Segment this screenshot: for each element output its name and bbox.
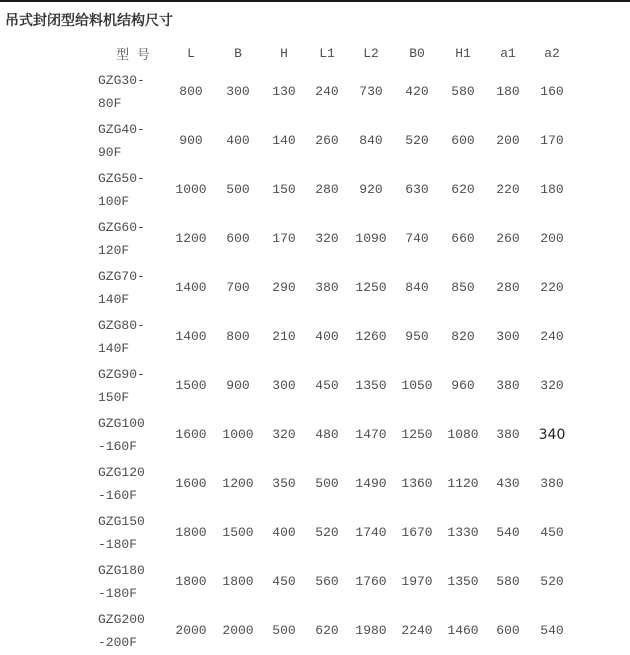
model-name-line: 120F <box>98 242 130 258</box>
value-cell: 1460 <box>447 623 479 638</box>
model-cell <box>98 361 168 410</box>
table-row <box>98 263 574 312</box>
value-cell: 400 <box>272 525 296 540</box>
model-name-line: -180F <box>98 536 138 552</box>
model-cell <box>98 459 168 508</box>
value-cell: 1600 <box>175 427 207 442</box>
table-row <box>98 410 574 459</box>
value-cell: 620 <box>315 623 339 638</box>
value-cell: 1670 <box>401 525 433 540</box>
value-cell: 660 <box>451 231 475 246</box>
value-cell: 1260 <box>355 329 387 344</box>
value-cell: 320 <box>315 231 339 246</box>
value-cell: 1490 <box>355 476 387 491</box>
model-cell <box>98 67 168 116</box>
model-name-line: GZG90- <box>98 366 145 382</box>
column-header-b0: B0 <box>409 45 425 61</box>
value-cell: 210 <box>272 329 296 344</box>
model-name-line: -180F <box>98 585 138 601</box>
table-row <box>98 312 574 361</box>
value-cell: 900 <box>179 133 203 148</box>
value-cell: 1050 <box>401 378 433 393</box>
model-name-line: GZG40- <box>98 121 145 137</box>
value-cell: 900 <box>226 378 250 393</box>
model-cell <box>98 508 168 557</box>
value-cell: 150 <box>272 182 296 197</box>
value-cell: 340 <box>538 426 566 443</box>
value-cell: 1350 <box>447 574 479 589</box>
value-cell: 290 <box>272 280 296 295</box>
model-name-line: -160F <box>98 487 138 503</box>
column-header-l1: L1 <box>319 45 335 61</box>
value-cell: 280 <box>315 182 339 197</box>
model-name-line: GZG200 <box>98 611 145 627</box>
spec-table <box>98 39 574 655</box>
model-name-line: 100F <box>98 193 130 209</box>
value-cell: 1500 <box>175 378 207 393</box>
value-cell: 1800 <box>175 574 207 589</box>
value-cell: 320 <box>272 427 296 442</box>
value-cell: 380 <box>540 476 564 491</box>
value-cell: 320 <box>540 378 564 393</box>
value-cell: 1470 <box>355 427 387 442</box>
value-cell: 800 <box>226 329 250 344</box>
column-header-h1: H1 <box>455 45 471 61</box>
column-header-l: L <box>187 45 195 61</box>
model-name-line: GZG180 <box>98 562 145 578</box>
model-name-line: GZG60- <box>98 219 145 235</box>
value-cell: 1000 <box>175 182 207 197</box>
value-cell: 580 <box>496 574 520 589</box>
model-name-line: GZG30- <box>98 72 145 88</box>
value-cell: 480 <box>315 427 339 442</box>
value-cell: 560 <box>315 574 339 589</box>
model-cell <box>98 263 168 312</box>
value-cell: 450 <box>272 574 296 589</box>
value-cell: 240 <box>315 84 339 99</box>
value-cell: 730 <box>359 84 383 99</box>
column-header-a2: a2 <box>544 45 560 61</box>
table-row <box>98 165 574 214</box>
table-body <box>98 67 574 655</box>
value-cell: 600 <box>451 133 475 148</box>
model-name-line: GZG50- <box>98 170 145 186</box>
model-name-line: GZG150 <box>98 513 145 529</box>
column-header-b: B <box>234 45 242 61</box>
table-row <box>98 606 574 655</box>
value-cell: 1250 <box>401 427 433 442</box>
model-cell <box>98 116 168 165</box>
value-cell: 500 <box>315 476 339 491</box>
value-cell: 1090 <box>355 231 387 246</box>
model-cell <box>98 606 168 655</box>
value-cell: 1250 <box>355 280 387 295</box>
value-cell: 260 <box>315 133 339 148</box>
model-name-line: 140F <box>98 340 130 356</box>
value-cell: 600 <box>496 623 520 638</box>
value-cell: 800 <box>179 84 203 99</box>
value-cell: 1350 <box>355 378 387 393</box>
model-cell <box>98 312 168 361</box>
value-cell: 200 <box>496 133 520 148</box>
value-cell: 520 <box>540 574 564 589</box>
value-cell: 1200 <box>175 231 207 246</box>
value-cell: 1330 <box>447 525 479 540</box>
value-cell: 380 <box>496 378 520 393</box>
value-cell: 620 <box>451 182 475 197</box>
value-cell: 820 <box>451 329 475 344</box>
value-cell: 500 <box>272 623 296 638</box>
top-divider-line <box>0 0 630 2</box>
value-cell: 520 <box>405 133 429 148</box>
value-cell: 130 <box>272 84 296 99</box>
value-cell: 630 <box>405 182 429 197</box>
model-name-line: GZG120 <box>98 464 145 480</box>
value-cell: 2000 <box>222 623 254 638</box>
value-cell: 950 <box>405 329 429 344</box>
model-name-line: GZG80- <box>98 317 145 333</box>
value-cell: 300 <box>272 378 296 393</box>
value-cell: 840 <box>405 280 429 295</box>
value-cell: 540 <box>496 525 520 540</box>
value-cell: 920 <box>359 182 383 197</box>
model-name-line: 150F <box>98 389 130 405</box>
value-cell: 400 <box>226 133 250 148</box>
value-cell: 600 <box>226 231 250 246</box>
value-cell: 540 <box>540 623 564 638</box>
column-header-h: H <box>280 45 288 61</box>
model-name-line: 90F <box>98 144 122 160</box>
model-name-line: GZG100 <box>98 415 145 431</box>
value-cell: 220 <box>540 280 564 295</box>
value-cell: 380 <box>496 427 520 442</box>
value-cell: 850 <box>451 280 475 295</box>
value-cell: 180 <box>496 84 520 99</box>
model-cell <box>98 410 168 459</box>
value-cell: 380 <box>315 280 339 295</box>
model-name-line: -160F <box>98 438 138 454</box>
value-cell: 260 <box>496 231 520 246</box>
value-cell: 240 <box>540 329 564 344</box>
table-row <box>98 361 574 410</box>
value-cell: 300 <box>496 329 520 344</box>
value-cell: 1800 <box>175 525 207 540</box>
value-cell: 2240 <box>401 623 433 638</box>
value-cell: 1800 <box>222 574 254 589</box>
table-row <box>98 67 574 116</box>
model-cell <box>98 557 168 606</box>
value-cell: 200 <box>540 231 564 246</box>
value-cell: 280 <box>496 280 520 295</box>
value-cell: 1400 <box>175 280 207 295</box>
model-name-line: GZG70- <box>98 268 145 284</box>
value-cell: 170 <box>272 231 296 246</box>
value-cell: 450 <box>540 525 564 540</box>
table-header-row <box>98 39 574 67</box>
value-cell: 1120 <box>447 476 479 491</box>
model-name-line: 140F <box>98 291 130 307</box>
value-cell: 840 <box>359 133 383 148</box>
value-cell: 1760 <box>355 574 387 589</box>
model-name-line: 80F <box>98 95 122 111</box>
value-cell: 1400 <box>175 329 207 344</box>
value-cell: 1600 <box>175 476 207 491</box>
table-row <box>98 459 574 508</box>
value-cell: 700 <box>226 280 250 295</box>
column-header-a1: a1 <box>500 45 516 61</box>
page-title: 吊式封闭型给料机结构尺寸 <box>5 13 173 29</box>
table-row <box>98 214 574 263</box>
value-cell: 450 <box>315 378 339 393</box>
value-cell: 220 <box>496 182 520 197</box>
value-cell: 2000 <box>175 623 207 638</box>
model-name-line: -200F <box>98 634 138 650</box>
value-cell: 400 <box>315 329 339 344</box>
value-cell: 580 <box>451 84 475 99</box>
value-cell: 1500 <box>222 525 254 540</box>
value-cell: 160 <box>540 84 564 99</box>
value-cell: 1360 <box>401 476 433 491</box>
value-cell: 1200 <box>222 476 254 491</box>
value-cell: 1980 <box>355 623 387 638</box>
value-cell: 1000 <box>222 427 254 442</box>
value-cell: 1740 <box>355 525 387 540</box>
value-cell: 350 <box>272 476 296 491</box>
value-cell: 1970 <box>401 574 433 589</box>
table-row <box>98 557 574 606</box>
table-row <box>98 508 574 557</box>
column-header-model: 型 号 <box>116 47 150 63</box>
model-cell <box>98 214 168 263</box>
value-cell: 520 <box>315 525 339 540</box>
value-cell: 170 <box>540 133 564 148</box>
value-cell: 740 <box>405 231 429 246</box>
table-row <box>98 116 574 165</box>
value-cell: 180 <box>540 182 564 197</box>
value-cell: 140 <box>272 133 296 148</box>
value-cell: 430 <box>496 476 520 491</box>
value-cell: 960 <box>451 378 475 393</box>
value-cell: 1080 <box>447 427 479 442</box>
value-cell: 300 <box>226 84 250 99</box>
value-cell: 500 <box>226 182 250 197</box>
column-header-l2: L2 <box>363 45 379 61</box>
model-cell <box>98 165 168 214</box>
value-cell: 420 <box>405 84 429 99</box>
